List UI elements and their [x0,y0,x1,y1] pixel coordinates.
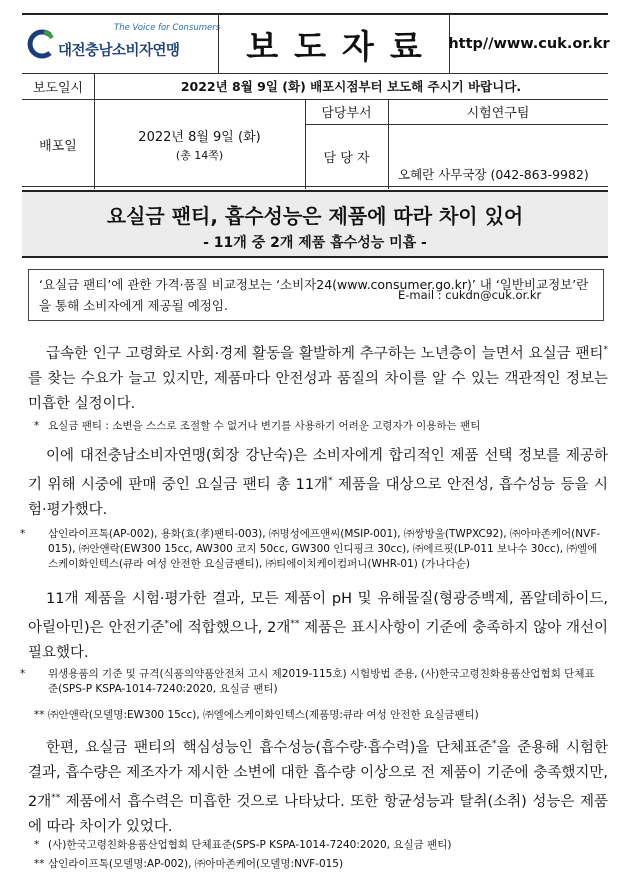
note-3b: ** ㈜안앤락(모델명:EW300 15cc), ㈜엘에스케이화인텍스(제품명:큐라 여성 안전한 요실금팬티) [34,709,479,721]
note-3: * 위생용품의 기준 및 규격(식품의약품안전처 고시 제2019-115호) 시험방법 준용, (사)한국고령친화용품산업협회 단체표준(SPS-P KSPA-1014-7240:2020, 요실금 팬티) [20,668,595,695]
paragraph-2: 이에 대전충남소비자연맹(회장 강난숙)은 소비자에게 합리적인 제품 선택 정보를 제공하기 위해 시중에 판매 중인 요실금 팬티 총 11개* 제품을 대상으로 안전성, 흡수성능 등을 시험·평가했다. [28,448,608,518]
dist-date: 2022년 8월 9일 (화) [138,129,261,145]
logo-mark-icon [26,29,56,59]
note-4b: ** 삼인라이프톡(모델명:AP-002), ㈜아마존케어(모델명:NVF-015) [34,858,344,870]
paragraph-4: 한편, 요실금 팬티의 핵심성능인 흡수성능(흡수량·흡수력)을 단체표준*을 준용해 시험한 결과, 흡수량은 제조자가 제시한 소변에 대한 흡수량 이상으로 전 제품이 기준에 충족했지만, 2개** 제품에서 흡수력은 미흡한 것으로 나타났다. 또한 항균성능과 탈취(소취) 성능은 제품에 따라 차이가 있었다. [28,739,608,835]
note-3b-text: ㈜안앤락(모델명:EW300 15cc), ㈜엘에스케이화인텍스(제품명:큐라 여성 안전한 요실금팬티) [48,709,479,721]
logo-name: 대전충남소비자연맹 [58,43,180,59]
headline-subtitle: - 11개 중 2개 제품 흡수성능 미흡 - [203,235,427,251]
report-date-value: 2022년 8월 9일 (화) 배포시점부터 보도해 주시기 바랍니다. [180,79,522,94]
dept-value: 시험연구팀 [466,106,530,121]
note-4-text: (사)한국고령친화용품산업협회 단체표준(SPS-P KSPA-1014-7240:2020, 요실금 팬티) [48,839,452,851]
note-4b-text: 삼인라이프톡(모델명:AP-002), ㈜아마존케어(모델명:NVF-015) [48,858,344,870]
website-url[interactable]: http//www.cuk.or.kr [448,36,610,52]
title-box [218,15,450,73]
page-title: 보도자료 [246,26,438,66]
contact-label: 담 당 자 [323,151,370,166]
note-4: * (사)한국고령친화용품산업협회 단체표준(SPS-P KSPA-1014-7240:2020, 요실금 팬티) [34,839,452,851]
logo-tagline: The Voice for Consumers [114,23,221,33]
contact-cell [398,125,606,302]
note-3-text: 위생용품의 기준 및 규격(식품의약품안전처 고시 제2019-115호) 시험방법 준용, (사)한국고령친화용품산업협회 단체표준(SPS-P KSPA-1014-7240:2020, 요실금 팬티) [48,668,595,695]
contact-email[interactable]: E-mail : cukdn@cuk.or.kr [398,288,542,302]
headline-box [22,190,608,258]
note-1: * 요실금 팬티 : 소변을 스스로 조절할 수 없거나 변기를 사용하기 어려운 고령자가 이용하는 팬티 [34,420,481,432]
org-logo [24,21,221,67]
header-top-row [22,15,608,73]
dist-label: 배포일 [39,138,77,154]
dist-pages: (총 14쪽) [175,148,224,162]
paragraph-3: 11개 제품을 시험·평가한 결과, 모든 제품이 pH 및 유해물질(형광증백제, 폼알데하이드, 아릴아민)은 안전기준*에 적합했으나, 2개** 제품은 표시사항이 기준에 충족하지 않아 개선이 필요했다. [28,591,608,661]
note-2-text: 삼인라이프톡(AP-002), 용화(효(孝)팬티-003), ㈜명성에프앤씨(MSIP-001), ㈜쌍방울(TWPXC92), ㈜아마존케어(NVF-015), ㈜안앤락(EW300 15cc, AW300 코지 50cc, GW300 인디핑크 30cc), ㈜에르핏(LP-011 보나수 30cc), ㈜엘에스케이화인텍스(큐라 여성 안전한 요실금팬티), ㈜티에이치케이컴퍼니(WHR-01) (가나다순) [48,528,601,570]
headline-title: 요실금 팬티, 흡수성능은 제품에 따라 차이 있어 [106,204,524,228]
paragraph-1: 급속한 인구 고령화로 사회·경제 활동을 활발하게 추구하는 노년층이 늘면서 요실금 팬티*를 찾는 수요가 늘고 있지만, 제품마다 안전성과 품질의 차이를 알 수 있는 객관적인 정보는 미흡한 실정이다. [28,345,608,412]
contact-1: 오혜란 사무국장 (042-863-9982) [398,167,589,182]
dept-label: 담당부서 [321,106,372,121]
dist-date-cell [94,99,305,189]
note-2: * 삼인라이프톡(AP-002), 용화(효(孝)팬티-003), ㈜명성에프앤씨(MSIP-001), ㈜쌍방울(TWPXC92), ㈜아마존케어(NVF-015), ㈜안앤락(EW300 15cc, AW300 코지 50cc, GW300 인디핑크 30cc), ㈜에르핏(LP-011 보나수 30cc), ㈜엘에스케이화인텍스(큐라 여성 안전한 요실금팬티), ㈜티에이치케이컴퍼니(WHR-01) (가나다순) [20,528,601,570]
report-date-label: 보도일시 [32,80,84,96]
notice-box: ‘요실금 팬티’에 관한 가격·품질 비교정보는 ‘소비자24(www.consumer.go.kr)’ 내 ‘일반비교정보’란을 통해 소비자에게 제공될 예정임. [28,269,604,321]
note-1-text: 요실금 팬티 : 소변을 스스로 조절할 수 없거나 변기를 사용하기 어려운 고령자가 이용하는 팬티 [48,420,481,432]
